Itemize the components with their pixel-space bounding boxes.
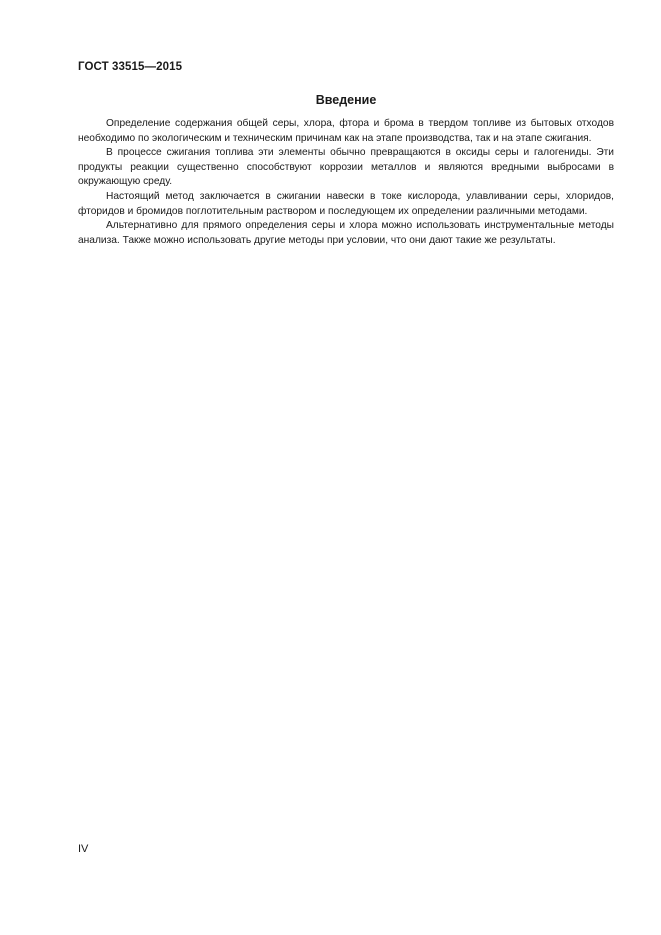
section-title: Введение: [315, 93, 377, 107]
paragraph-3: Настоящий метод заключается в сжигании навески в токе кислорода, улавливании серы, хлоридов, фторидов и бромидов поглотительным раствором и последующем их определении различными методами.: [78, 190, 614, 217]
document-code-header: ГОСТ 33515—2015: [78, 61, 183, 73]
paragraph-2: В процессе сжигания топлива эти элементы обычно превращаются в оксиды серы и галогениды. Эти продукты реакции существенно способствуют коррозии металлов и являются вредными выбросами в окружающую среду.: [78, 147, 614, 188]
body-text: [78, 117, 614, 248]
paragraph-1: Определение содержания общей серы, хлора, фтора и брома в твердом топливе из бытовых отходов необходимо по экологическим и техническим причинам как на этапе производства, так и на этапе сжигания.: [78, 118, 614, 144]
paragraph-4: Альтернативно для прямого определения серы и хлора можно использовать инструментальные методы анализа. Также можно использовать другие методы при условии, что они дают такие же результаты.: [78, 220, 614, 246]
page-number: IV: [78, 843, 89, 855]
